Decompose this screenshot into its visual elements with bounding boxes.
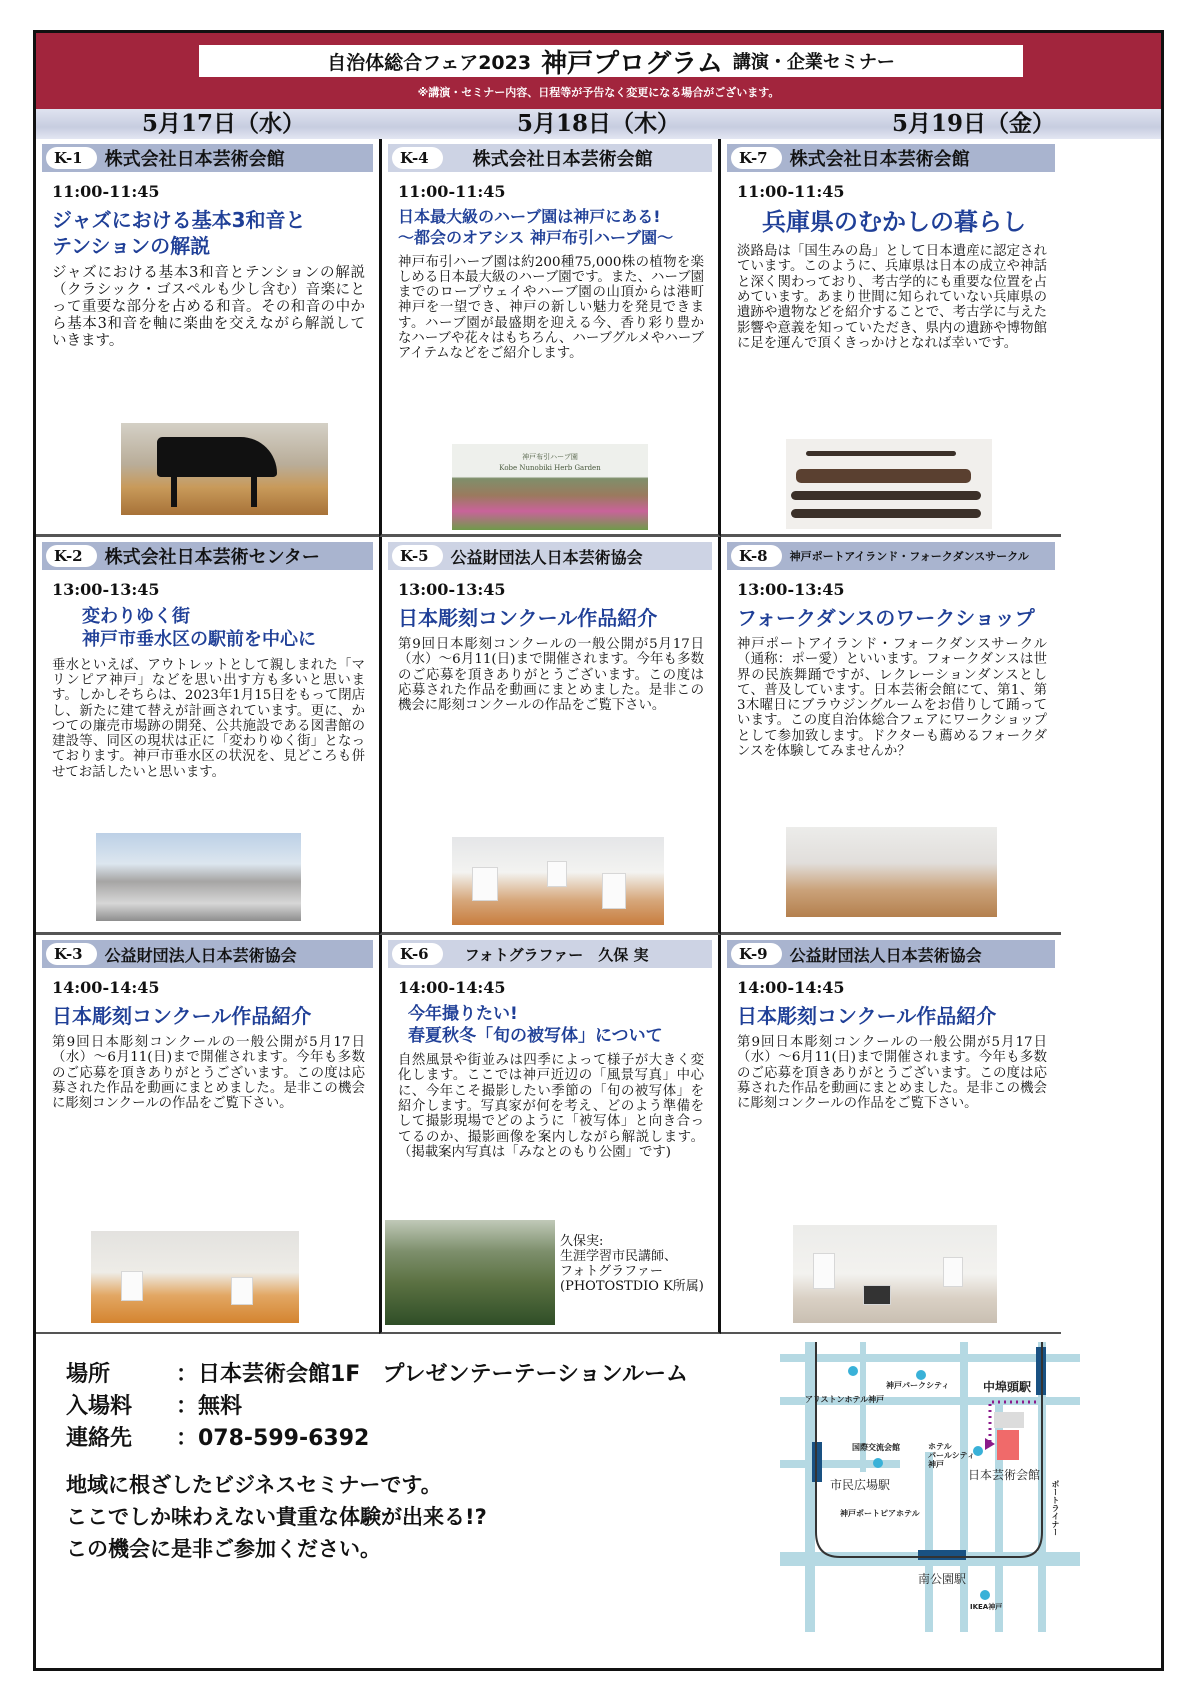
header-banner	[36, 33, 1161, 109]
session-description: 第9回日本彫刻コンクールの一般公開が5月17日（水）～6月11(日)まで開催されます。今年も多数のご応募を頂きありがとうございます。この度は応募された作品を動画にまとめました。是非この機会に彫刻コンクールの作品をご覧下さい。	[737, 1035, 1047, 1112]
session-id-badge: K-4	[392, 147, 443, 169]
poi-dot-icon	[848, 1366, 858, 1376]
session-time: 14:00-14:45	[398, 978, 506, 997]
session-description: ジャズにおける基本3和音とテンションの解説 （クラシック・ゴスペルも少し含む）音楽にとって重要な部分を占める和音。その和音の中から基本3和音を軸に楽曲を交えながら解説していきます。	[52, 265, 379, 350]
venue-label: 場所	[66, 1362, 111, 1387]
session-card-k9	[721, 935, 1061, 1334]
poi-dot-icon	[980, 1590, 990, 1600]
contact-label: 連絡先	[66, 1426, 133, 1451]
session-header	[42, 940, 373, 968]
session-id-badge: K-8	[731, 545, 782, 567]
page-title	[199, 45, 1023, 77]
fee-row: 入場料 ： 無料	[66, 1391, 688, 1423]
session-organizer: フォトグラファー 久保 実	[464, 945, 649, 964]
session-description: 自然風景や街並みは四季によって様子が大きく変化します。ここでは神戸近辺の「風景写真」中心に、今年こそ撮影したい季節の「旬の被写体」を紹介します。写真家が何を考え、どのよう準備をして撮影現場でどのように「被写体」と向き合ってるのか、撮影画像を案内しながら解説します。（掲載案内写真は「みなとのもり公園」です)	[398, 1053, 704, 1160]
fee-value: 無料	[198, 1394, 243, 1419]
session-id-badge: K-5	[392, 545, 443, 567]
access-map: 神戸パークシティ アリストンホテル神戸 中埠頭駅 国際交流会館 ホテル パールシティ 神戸 日本芸術会館 市民広場駅 神戸ポートピアホテル ポートライナー 南公園駅 IKEA神戸	[780, 1342, 1080, 1632]
contact-value: 078-599-6392	[198, 1426, 370, 1451]
session-card-k8	[721, 537, 1061, 935]
session-organizer: 公益財団法人日本芸術協会	[450, 547, 643, 567]
archaeological-artifacts-photo	[786, 439, 992, 529]
session-title: 日本彫刻コンクール作品紹介	[737, 1004, 997, 1028]
session-grid	[36, 139, 1161, 1334]
sculpture-gallery-photo	[452, 837, 664, 925]
photo-caption-jp: 神戸布引ハーブ園	[522, 453, 578, 461]
session-time: 13:00-13:45	[737, 580, 845, 599]
session-id-badge: K-3	[46, 943, 97, 965]
session-description: 淡路島は「国生みの島」として日本遺産に認定されています。このように、兵庫県は日本の成立や神話と深く関わっており、考古学的にも重要な位置を占めています。あまり世間に知られていない兵庫県の遺跡や遺物などを紹介することで、考古学に与えた影響や意義を知っていただき、県内の遺跡や博物館に足を運んで頂くきっかけとなれば幸いです。	[737, 244, 1047, 351]
sculpture-gallery-photo	[793, 1225, 997, 1323]
session-id-badge: K-2	[46, 545, 97, 567]
herb-garden-photo	[452, 444, 648, 530]
session-header	[388, 144, 712, 172]
title-prefix: 自治体総合フェア2023	[327, 51, 532, 74]
piano-performance-photo	[121, 423, 328, 515]
session-description: 神戸布引ハーブ園は約200種75,000株の植物を楽しめる日本最大級のハーブ園です。また、ハーブ園までのロープウェイやハーブ園の山頂からは港町神戸を一望でき、神戸の新しい魅力を発見できます。ハーブ園が最盛期を迎える今、香り彩り豊かなハーブや花々はもちろん、ハーブグルメやハーブアイテムなどをご紹介します。	[398, 254, 704, 362]
session-card-k3	[36, 935, 379, 1334]
session-description: 垂水といえば、アウトレットとして親しまれた「マリンピア神戸」などを思い出す方も多いと思います。しかしそちらは、2023年1月15日をもって閉店し、新たに建て替えが計画されています。更に、かつての廉売市場跡の開発、公共施設である図書館の建設等、同区の現状は正に「変わりゆく街」となっております。神戸市垂水区の状況を、見どころも併せてお話したいと思います。	[52, 657, 365, 780]
park-trees-photo	[385, 1220, 555, 1325]
session-card-k2	[36, 537, 379, 935]
session-time: 14:00-14:45	[52, 978, 160, 997]
session-description: 神戸ポートアイランド・フォークダンスサークル（通称：ポー愛）といいます。フォークダンスは世界の民族舞踊ですが、レクレーションダンスとして、普及しています。日本芸術会館にて、第1、第3木曜日にブラウジングルームをお借りして踊っています。この度自治体総合フェアにワークショップとして参加致します。ドクターも薦めるフォークダンスを体験してみませんか？	[737, 637, 1047, 759]
session-time: 11:00-11:45	[52, 182, 160, 201]
promo-message: 地域に根ざしたビジネスセミナーです。 ここでしか味わえない貴重な体験が出来る!? この機会に是非ご参加ください。	[66, 1473, 487, 1561]
session-title: 兵庫県のむかしの暮らし	[762, 208, 1026, 236]
session-title: フォークダンスのワークショップ	[737, 606, 1035, 630]
session-description: 第9回日本彫刻コンクールの一般公開が5月17日（水）～6月11(日)まで開催されます。今年も多数のご応募を頂きありがとうございます。この度は応募された作品を動画にまとめました。是非この機会に彫刻コンクールの作品をご覧下さい。	[398, 637, 704, 714]
date-day-1: 5月17日（水）	[141, 110, 305, 137]
session-header	[388, 940, 712, 968]
session-header	[388, 542, 712, 570]
poi-dot-icon	[873, 1458, 883, 1468]
session-id-badge: K-6	[392, 943, 443, 965]
session-card-k5	[379, 537, 721, 935]
session-header	[727, 542, 1055, 570]
session-organizer: 株式会社日本芸術会館	[104, 149, 285, 170]
session-title: 日本彫刻コンクール作品紹介	[52, 1004, 312, 1028]
session-header	[727, 940, 1055, 968]
title-main: 神戸プログラム	[541, 48, 723, 79]
session-organizer: 神戸ポートアイランド・フォークダンスサークル	[789, 550, 1029, 563]
fee-label: 入場料	[66, 1394, 133, 1419]
date-day-2: 5月18日（木）	[516, 110, 680, 137]
session-time: 13:00-13:45	[52, 580, 160, 599]
venue-value: 日本芸術会館1F プレゼンテーテーションルーム	[198, 1362, 689, 1387]
session-time: 11:00-11:45	[737, 182, 845, 201]
date-header-row	[36, 109, 1161, 139]
date-day-3: 5月19日（金）	[891, 110, 1055, 137]
event-info	[66, 1359, 688, 1565]
session-organizer: 公益財団法人日本芸術協会	[104, 945, 297, 965]
session-organizer: 株式会社日本芸術会館	[472, 149, 653, 170]
session-title: ジャズにおける基本3和音と テンションの解説	[52, 208, 306, 258]
session-card-k7	[721, 139, 1061, 537]
session-time: 14:00-14:45	[737, 978, 845, 997]
session-card-k6	[379, 935, 721, 1334]
session-card-k4	[379, 139, 721, 537]
session-card-k1	[36, 139, 379, 537]
session-time: 11:00-11:45	[398, 182, 506, 201]
contact-row: 連絡先 ： 078-599-6392	[66, 1423, 688, 1455]
photo-caption-en: Kobe Nunobiki Herb Garden	[499, 464, 601, 472]
session-organizer: 公益財団法人日本芸術協会	[789, 945, 982, 965]
title-suffix: 講演・企業セミナー	[732, 52, 895, 73]
change-notice: ※講演・セミナー内容、日程等が予告なく変更になる場合がございます。	[417, 86, 780, 99]
session-header	[42, 542, 373, 570]
session-title: 変わりゆく街 神戸市垂水区の駅前を中心に	[82, 606, 316, 651]
tarumi-station-street-photo	[96, 833, 301, 921]
poi-dot-icon	[916, 1370, 926, 1380]
session-organizer: 株式会社日本芸術センター	[104, 547, 320, 568]
session-title: 日本最大級のハーブ園は神戸にある! ～都会のオアシス 神戸布引ハーブ園～	[398, 207, 674, 247]
speaker-profile: 久保実: 生涯学習市民講師、 フォトグラファー (PHOTOSTDIO K所属)	[560, 1234, 704, 1294]
session-description: 第9回日本彫刻コンクールの一般公開が5月17日（水）～6月11(日)まで開催されます。今年も多数のご応募を頂きありがとうございます。この度は応募された作品を動画にまとめました。是非この機会に彫刻コンクールの作品をご覧下さい。	[52, 1035, 365, 1112]
session-id-badge: K-1	[46, 147, 97, 169]
session-header	[42, 144, 373, 172]
session-organizer: 株式会社日本芸術会館	[789, 149, 970, 170]
sculpture-gallery-photo	[91, 1231, 299, 1323]
folk-dance-photo	[786, 827, 997, 917]
session-id-badge: K-9	[731, 943, 782, 965]
session-time: 13:00-13:45	[398, 580, 506, 599]
program-flyer	[33, 30, 1164, 1671]
venue-building-icon	[997, 1430, 1019, 1460]
session-id-badge: K-7	[731, 147, 782, 169]
session-title: 今年撮りたい! 春夏秋冬「旬の被写体」について	[408, 1004, 663, 1047]
session-header	[727, 144, 1055, 172]
session-title: 日本彫刻コンクール作品紹介	[398, 606, 658, 630]
venue-row: 場所 ： 日本芸術会館1F プレゼンテーテーションルーム	[66, 1359, 688, 1391]
